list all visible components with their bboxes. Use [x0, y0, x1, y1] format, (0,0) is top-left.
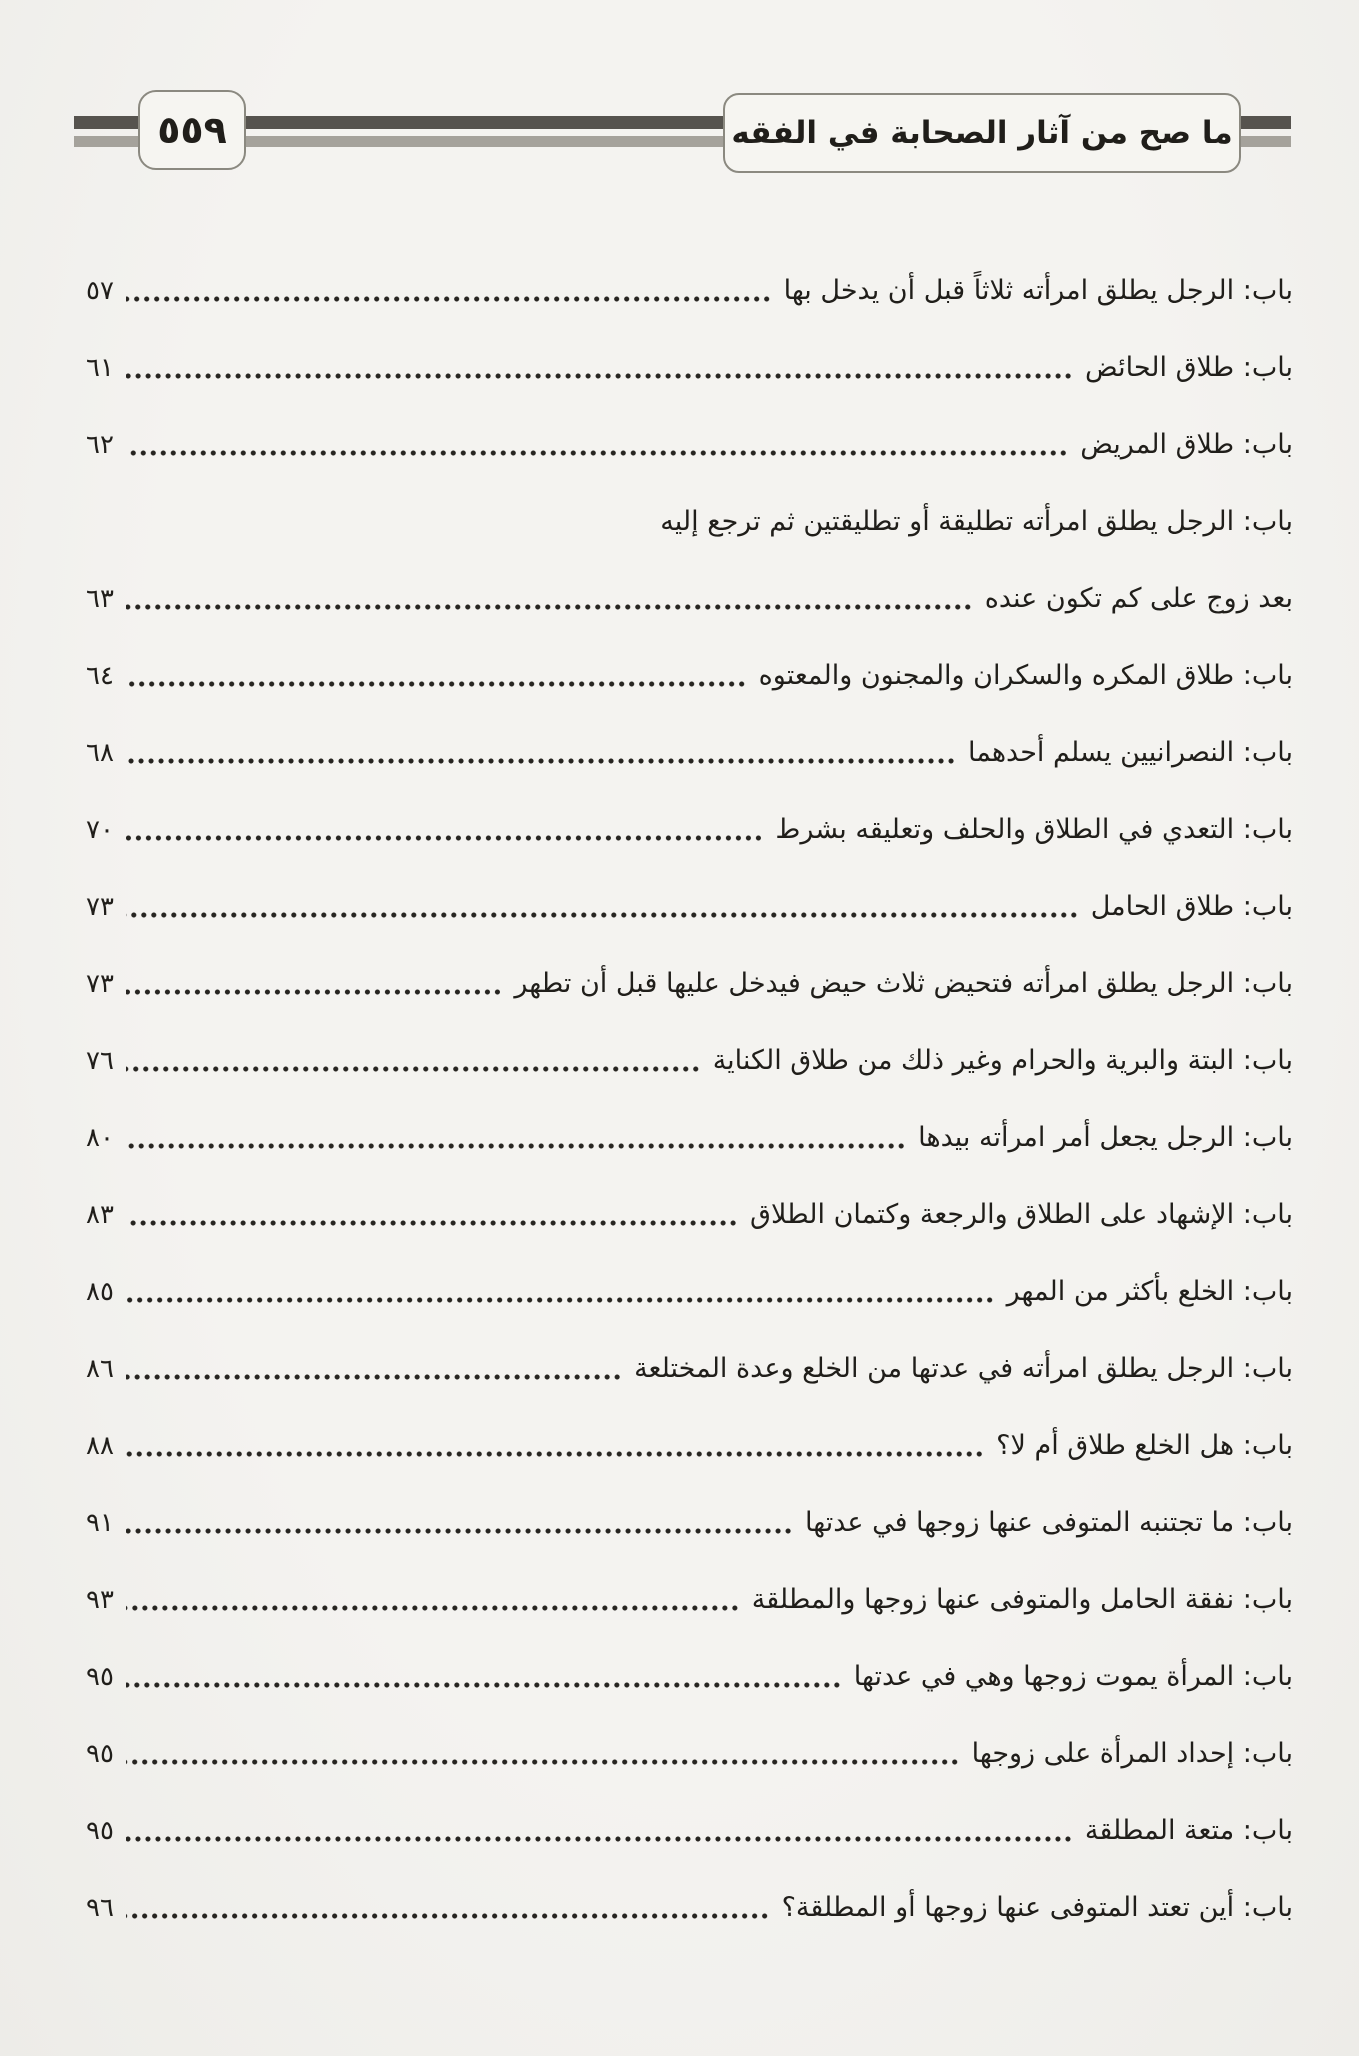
entry-page: ٧٠	[86, 814, 114, 845]
dot-leader	[126, 372, 1073, 380]
entry-label: باب: الرجل يطلق امرأته فتحيض ثلاث حيض فيدخل عليها قبل أن تطهر	[514, 968, 1293, 999]
dot-leader	[126, 757, 956, 765]
entry-label: باب: طلاق المكره والسكران والمجنون والمعتوه	[758, 660, 1293, 691]
dot-leader	[126, 1296, 995, 1304]
entry-page: ٨٣	[86, 1199, 114, 1230]
toc-entry	[86, 1176, 1293, 1253]
toc-entry	[86, 1715, 1293, 1792]
dot-leader	[126, 295, 772, 303]
toc-entry	[86, 637, 1293, 714]
dot-leader	[126, 1450, 984, 1458]
entry-page: ٦١	[86, 352, 114, 383]
entry-label: باب: طلاق الحائض	[1085, 352, 1293, 383]
dot-leader	[126, 1835, 1073, 1843]
dot-leader	[126, 449, 1068, 457]
toc-entry	[86, 406, 1293, 483]
dot-leader	[126, 1373, 622, 1381]
dot-leader	[126, 680, 747, 688]
entry-label: باب: نفقة الحامل والمتوفى عنها زوجها والمطلقة	[751, 1584, 1293, 1615]
entry-label: باب: متعة المطلقة	[1084, 1815, 1293, 1846]
dot-leader	[126, 834, 763, 842]
entry-page: ٩٥	[86, 1738, 114, 1769]
entry-page: ٦٤	[86, 660, 114, 691]
entry-page: ٩٣	[86, 1584, 114, 1615]
entry-page: ٧٦	[86, 1045, 114, 1076]
dot-leader	[126, 1912, 770, 1920]
entry-page: ٦٢	[86, 429, 114, 460]
toc-entry	[86, 1022, 1293, 1099]
dot-leader	[126, 1681, 842, 1689]
dot-leader	[126, 1527, 793, 1535]
dot-leader	[126, 603, 973, 611]
toc-entry	[86, 1099, 1293, 1176]
entry-label: باب: طلاق الحامل	[1090, 891, 1293, 922]
entry-page: ٧٣	[86, 968, 114, 999]
dot-leader	[126, 1758, 960, 1766]
page-number-badge: ٥٥٩	[138, 90, 246, 170]
entry-page: ٦٣	[86, 583, 114, 614]
entry-page: ٥٧	[86, 275, 114, 306]
toc-entry	[86, 714, 1293, 791]
entry-label: باب: البتة والبرية والحرام وغير ذلك من طلاق الكناية	[712, 1045, 1293, 1076]
entry-label: باب: هل الخلع طلاق أم لا؟	[996, 1430, 1293, 1461]
entry-label: باب: إحداد المرأة على زوجها	[971, 1738, 1293, 1769]
entry-label: باب: أين تعتد المتوفى عنها زوجها أو المطلقة؟	[781, 1892, 1293, 1923]
entry-page: ٨٥	[86, 1276, 114, 1307]
entry-label: باب: النصرانيين يسلم أحدهما	[967, 737, 1293, 768]
entry-page: ٨٠	[86, 1122, 114, 1153]
entry-label: باب: التعدي في الطلاق والحلف وتعليقه بشرط	[775, 814, 1293, 845]
toc-entry	[86, 560, 1293, 637]
entry-page: ٨٦	[86, 1353, 114, 1384]
running-head-title: ما صح من آثار الصحابة في الفقه	[723, 93, 1241, 173]
entry-label: باب: الخلع بأكثر من المهر	[1006, 1276, 1293, 1307]
toc-entry	[86, 483, 1293, 560]
toc-entry	[86, 1253, 1293, 1330]
entry-label: باب: الرجل يطلق امرأته في عدتها من الخلع وعدة المختلعة	[634, 1353, 1293, 1384]
toc-entry	[86, 1792, 1293, 1869]
dot-leader	[126, 1142, 906, 1150]
dot-leader	[126, 1065, 701, 1073]
toc-entry	[86, 1638, 1293, 1715]
entry-page: ٩٥	[86, 1661, 114, 1692]
entry-page: ٩٥	[86, 1815, 114, 1846]
entry-label: باب: الرجل يجعل أمر امرأته بيدها	[918, 1122, 1293, 1153]
toc-entry	[86, 791, 1293, 868]
entry-label: باب: الرجل يطلق امرأته تطليقة أو تطليقتين ثم ترجع إليه	[660, 506, 1293, 537]
entry-page: ٩١	[86, 1507, 114, 1538]
toc-entry	[86, 1484, 1293, 1561]
entry-page: ٨٨	[86, 1430, 114, 1461]
entry-label: باب: طلاق المريض	[1080, 429, 1293, 460]
dot-leader	[126, 1219, 738, 1227]
toc-entry	[86, 945, 1293, 1022]
entry-label: باب: ما تجتنبه المتوفى عنها زوجها في عدتها	[805, 1507, 1293, 1538]
entry-label: بعد زوج على كم تكون عنده	[984, 583, 1293, 614]
entry-page: ٩٦	[86, 1892, 114, 1923]
toc-list	[86, 252, 1293, 1946]
toc-entry	[86, 1330, 1293, 1407]
toc-entry	[86, 1561, 1293, 1638]
entry-page: ٧٣	[86, 891, 114, 922]
toc-entry	[86, 1407, 1293, 1484]
entry-label: باب: المرأة يموت زوجها وهي في عدتها	[853, 1661, 1293, 1692]
dot-leader	[126, 911, 1079, 919]
entry-page: ٦٨	[86, 737, 114, 768]
toc-entry	[86, 252, 1293, 329]
dot-leader	[126, 988, 502, 996]
toc-entry	[86, 1869, 1293, 1946]
dot-leader	[126, 1604, 740, 1612]
toc-entry	[86, 868, 1293, 945]
entry-label: باب: الإشهاد على الطلاق والرجعة وكتمان الطلاق	[750, 1199, 1293, 1230]
entry-label: باب: الرجل يطلق امرأته ثلاثاً قبل أن يدخل بها	[783, 275, 1293, 306]
toc-entry	[86, 329, 1293, 406]
